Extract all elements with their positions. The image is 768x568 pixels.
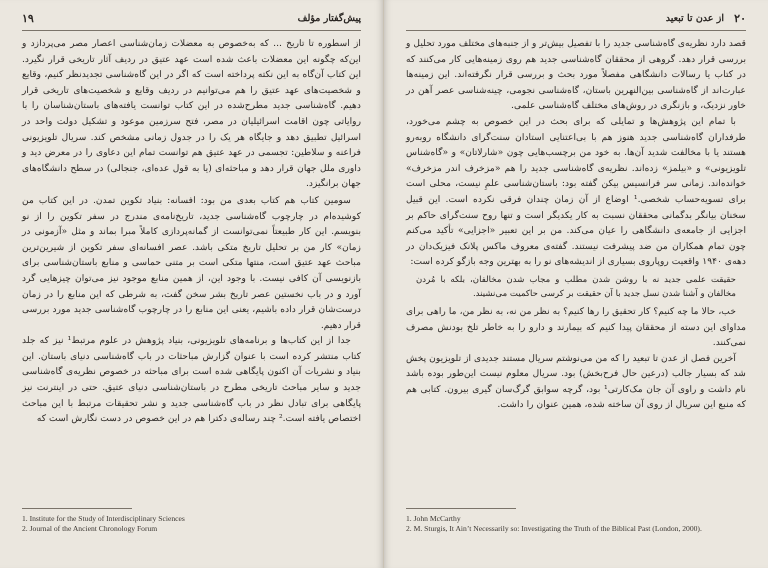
footnote-rule (22, 508, 132, 509)
header-rule (22, 30, 361, 31)
paragraph: از اسطوره تا تاریخ ... که به‌خصوص به معضلات زمان‌شناسی اعصار مصر می‌پردازد و این‌که چگونه این معضلات باعث شده است عهد عتیق در ردیف آثار تاریخی قرار نگیرد. این کتاب آن‌گاه به این نکته پرداخته است که اگر در این گاه‌شناسی تجدیدنظر کنیم، وقایع و شخصیت‌های عهد عتیق را هم می‌توانیم در ردیف وقایع و شخصیت‌های تاریخی قرار دهیم. گاه‌شناسی جدید مطرح‌شده در این کتاب توانست یافته‌های باستان‌شناسان را با روایاتی چون اقامت اسرائیلیان در مصر، فتح سرزمین موعود و تشکیل دولت واحد در اسرائیل تطبیق دهد و جایگاه هر یک را در جدول زمانی مشخص کند. سریال تلویزیونی فراعنه و سلاطین: تجسمی در عهد عتیق هم توانست تمام این دعاوی را در معرض دید و داوری ملل جهان قرار دهد و مباحثه‌ای (یا به قول عده‌ای، جنجالی) در سطح دانشگاه‌های جهان برانگیزد. (22, 38, 361, 190)
paragraph: جدا از این کتاب‌ها و برنامه‌های تلویزیونی، بنیاد پژوهش در علوم مرتبط¹ نیز که جلد کتاب منتشر کرده است با عنوان گزارش مباحثات در باب گاه‌شناسی دنیای باستان. این بنیاد و نشریات آن اکنون پایگاهی شده است برای مباحثه در خصوص نظریه‌ی گاه‌شناسی جدید و سایر مباحث تاریخی مطرح در باستان‌شناسی دنیای عتیق. حتی در اینترنت نیز پایگاهی برای تبادل نظر در باب گاه‌شناسی جدید و نشر تحقیقات مرتبط با این مباحث اختصاص یافته است.² چند رساله‌ی دکترا هم در این خصوص در دست نگارش است که (22, 335, 361, 425)
footnote-rule (406, 508, 516, 509)
header-rule (406, 30, 746, 31)
running-title: از عدن تا تبعید (665, 13, 724, 24)
paragraph: قصد دارد نظریه‌ی گاه‌شناسی جدید را با تفصیل بیش‌تر و از جنبه‌های مختلف مورد تحلیل و بررسی قرار دهد. گروهی از محققان گاه‌شناسی جدید هم روی زمینه‌هایی کار می‌کنند که در کتاب یا رسالات دانشگاهی مفصلاً مورد بحث و بررسی قرار نگرفته‌اند. این زمینه‌ها عبارت‌اند از گاه‌شناسی بین‌النهرین باستان، گاه‌شناسی نجومی، چینه‌شناسی عصر آهن در خاور نزدیک، و بازنگری در روش‌های مختلف گاه‌شناسی علمی. (406, 38, 746, 112)
footnote: 1. Institute for the Study of Interdisciplinary Sciences (22, 514, 185, 523)
page-header (22, 12, 361, 28)
paragraph: سومین کتاب هم کتاب بعدی من بود: افسانه: بنیاد تکوین تمدن. در این کتاب من کوشیده‌ام در چارچوب گاه‌شناسی جدید، تاریخ‌نامه‌ی مندرج در سفر تکوین را از نو بنویسم. این کار طبیعتاً نمی‌توانست از گمانه‌پردازی کاملاً مبرا بماند و مثل «آزمونی در زمان» کار من بر تحلیل تاریخ متکی باشد. عصر افسانه‌ای سفر تکوین از شیرین‌ترین مباحث عهد عتیق است، منتها متکی است بر متنی حماسی و منابع باستان‌شناسی برای بازنویسی آن کافی نیست. با وجود این، از همین منابع موجود نیز می‌توان چیزهایی گرد آورد و در باب نخستین عصر تاریخ بشر سخن گفت، به شرطی که این منابع را در زمان درست‌شان قرار داده باشیم، یعنی این منابع را در چارچوب گاه‌شناسی جدید مورد بررسی قرار دهیم. (22, 194, 361, 331)
footnote: 1. John McCarthy (406, 514, 461, 523)
block-quote: حقیقت علمی جدید نه با روشن شدن مطلب و مجاب شدن مخالفان، بلکه با مُردن مخالفان و آشنا شدن نسل جدید با آن حقیقت بر کرسی حاکمیت می‌نشیند. (416, 274, 736, 299)
page-header (406, 12, 746, 28)
paragraph: خب، حالا ما چه کنیم؟ کار تحقیق را رها کنیم؟ به نظر من نه، به نظر من، ما راهی برای مداوای این دسته از محققان پیدا کنیم که بیمارند و دارو را به خاطر تلخ بودنش مصرف نمی‌کنند. (406, 305, 746, 349)
page-body (406, 36, 746, 413)
right-page (384, 0, 768, 568)
paragraph: آخرین فصل از عدن تا تبعید را که من می‌نوشتم سریال مستند جدیدی از تلویزیون پخش شد که بسیار جالب (درعین حال فرح‌بخش) بود. سریال معلوم نیست این‌طور بوده باشد نام داشت و راوی آن جان مک‌کارتی¹ بود، گرچه سوابق گرگ‌سان گیری بیرون. کتابی هم که منبع این سریال از روی آن ساخته شده، همین عنوان را داشت. (406, 352, 746, 411)
footnote: 2. Journal of the Ancient Chronology Forum (22, 524, 158, 533)
footnote: 2. M. Sturgis, It Ain’t Necessarily so: Investigating the Truth of the Biblical Past (London, 2000). (406, 524, 702, 533)
page-number: ۱۹ (22, 12, 34, 25)
footnotes (22, 514, 361, 534)
running-title: پیش‌گفتار مؤلف (297, 13, 361, 24)
page-body (22, 36, 361, 427)
footnotes (406, 514, 746, 534)
page-number: ۲۰ (734, 12, 746, 25)
paragraph: با تمام این پژوهش‌ها و تمایلی که برای بحث در این خصوص به چشم می‌خورد، طرفداران گاه‌شناسی جدید هنوز هم با بی‌اعتنایی استادان سنت‌گرای دانشگاه روبه‌رو هستند یا با مخالفت شدید آن‌ها. به خود من برچسب‌هایی چون «شارلاتان» و «گاه‌شناس تلویزیونی» و «بیلمز» زده‌اند. نظریه‌ی گاه‌شناسی جدید را هم «مزخرف اندر مزخرف» خوانده‌اند. زمانی سر فرانسیس بیکن گفته بود: باستان‌شناسی علمِ نیست، محلی است برای تسویه‌حساب شخصی.¹ اوضاع از آن زمان چندان فرقی نکرده است. این قبیل سخنان بیانگر بدگمانی محققان نسبت به کار یکدیگر است و تنها روح سنت‌گرای حاکم بر اجزایی از جامعه‌ی دانشگاهی را عیان می‌کند. من بر این تعبیر «اجزایی» تأکید می‌کنم چون تمام همکاران من ضد پیشرفت نیستند. گفته‌ی معروف ماکس پلانک فیزیک‌دان در دهه‌ی ۱۹۴۰ واقعیت روپاروی بسیاری از اندیشه‌های نو را به بهترین وجه بازگو کرده است: (406, 115, 746, 268)
